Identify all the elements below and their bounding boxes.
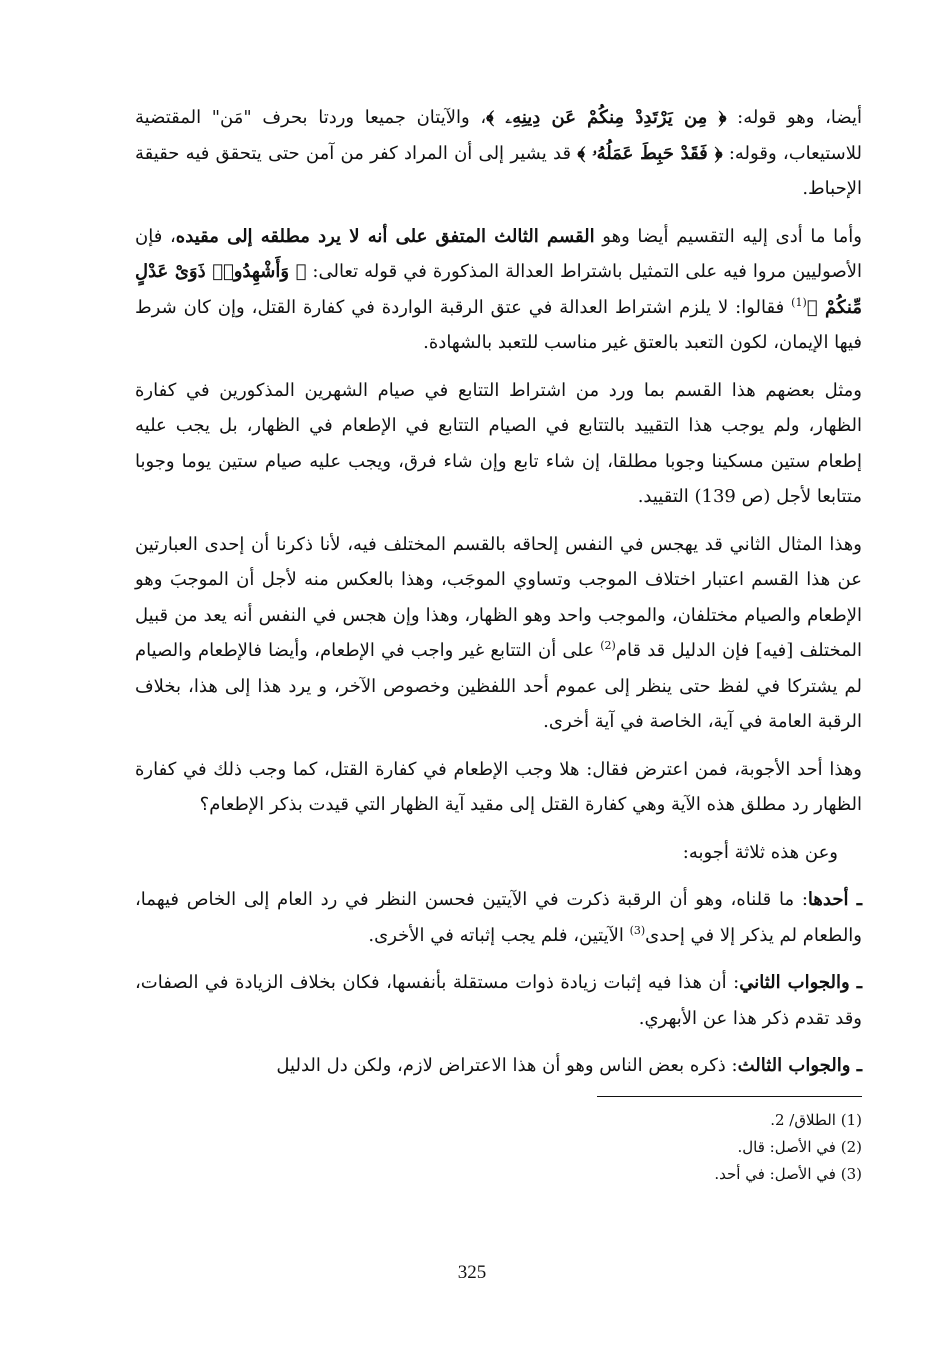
bold-heading-text: ـ والجواب الثاني [739, 972, 862, 993]
footnote-2: (2) في الأصل: قال. [737, 1137, 862, 1156]
quran-verse: ﴿ وَأَشْهِدُوا۟ ذَوَىْ عَدْلٍ مِّنكُمْ ﴾ [135, 261, 863, 318]
paragraph-5: وهذا أحد الأجوبة، فمن اعترض فقال: هلا وجب الإطعام في كفارة القتل، كما وجب ذلك في كفارة الظهار رد مطلق هذه الآية وهي كفارة القتل إلى مقيد آية الظهار التي قيدت بذكر الإطعام؟ [135, 758, 862, 815]
paragraph-4: وهذا المثال الثاني قد يهجس في النفس إلحاقه بالقسم المختلف فيه، لأنا ذكرنا أن إحدى العبارتين عن هذا القسم اعتبار اختلاف الموجب وتساوي الموجَب، وهذا بالعكس منه لأجل أن الموجبَ وهو الإطعام والصيام مختلفان، والموجب واحد وهو الظهار، وهذا وإن هجس في النفس أنه يعد من قبيل المختلف [فيه] فإن الدليل قد قام$^{(2)}$ على أن التتابع غير واجب في الإطعام، وأيضا فالإطعام والصيام لم يشتركا في لفظ حتى ينظر إلى عموم أحد اللفظين وخصوص الآخر، و يرد هذا إلى هذا، بخلاف الرقبة العامة في آية، الخاصة في آية أخرى. [135, 533, 862, 732]
footnote-divider [597, 1096, 862, 1097]
quran-verse: ﴿ فَقَدْ حَبِطَ عَمَلُهُۥ ﴾ [577, 142, 723, 164]
bold-heading-text: ـ والجواب الثالث [737, 1055, 862, 1076]
footnote-3: (3) في الأصل: في أحد. [714, 1164, 862, 1183]
page-number: 325 [457, 1262, 487, 1283]
quran-verse: ﴿ مِن يَرْتَدِدْ مِنكُمْ عَن دِينِهِۦ ﴾ [486, 107, 727, 128]
paragraph-9: ـ والجواب الثالث: ذكره بعض الناس وهو أن هذا الاعتراض لازم، ولكن دل الدليل [276, 1055, 862, 1076]
footnote-ref: (2) [600, 639, 616, 652]
paragraph-2: وأما ما أدى إليه التقسيم أيضا وهو القسم الثالث المتفق على أنه لا يرد مطلقه إلى مقيده، فإن الأصوليين مروا فيه على التمثيل باشتراط العدالة المذكورة في قوله تعالى: ﴿ وَأَشْهِدُوا۟ ذَوَىْ عَدْلٍ مِّنكُمْ ﴾$^{(1)}$ فقالوا: لا يلزم اشتراط العدالة في عتق الرقبة الواردة في كفارة القتل، وإن كان شرط فيها الإيمان، لكون التعبد بالعتق غير مناسب للتعبد بالشهادة. [135, 225, 863, 353]
footnote-ref: (1) [791, 295, 807, 309]
paragraph-8: ـ والجواب الثاني: أن هذا فيه إثبات زيادة ذوات مستقلة بأنفسها، فكان بخلاف الزيادة في الصفات، وقد تقدم ذكر هذا عن الأبهري. [135, 972, 862, 1029]
footnote-1: (1) الطلاق/ 2. [770, 1110, 862, 1129]
bold-heading-text: القسم الثالث المتفق على أنه لا يرد مطلقه إلى مقيده [175, 225, 595, 247]
paragraph-6: وعن هذه ثلاثة أجوبه: [682, 841, 838, 863]
footnote-ref: (3) [629, 923, 646, 937]
paragraph-3: ومثل بعضهم هذا القسم بما ورد من اشتراط التتابع في صيام الشهرين المذكورين في كفارة الظهار، ولم يوجب هذا التقييد بالتتابع في الصيام التتابع في الإطعام في الظهار، بل يجب عليه إطعام ستين مسكينا وجوبا مطلقا، إن شاء تابع وإن شاء فرق، ويجب عليه صيام ستين يوما وجوبا متتابعا لأجل (ص 139) التقييد. [135, 379, 862, 507]
paragraph-1: أيضا، وهو قوله: ﴿ مِن يَرْتَدِدْ مِنكُمْ عَن دِينِهِۦ ﴾، والآيتان جميعا وردتا بحرف "مَن" المقتضية للاستيعاب، وقوله: ﴿ فَقَدْ حَبِطَ عَمَلُهُۥ ﴾ قد يشير إلى أن المراد كفر من آمن حتى يتحقق فيه حقيقة الإحباط. [135, 107, 863, 199]
bold-heading-text: ـ أحدها [807, 889, 862, 910]
paragraph-7: ـ أحدها: ما قلناه، وهو أن الرقبة ذكرت في الآيتين فحسن النظر في رد العام إلى الخاص فيهما، والطعام لم يذكر إلا في إحدى$^{(3)}$ الآيتين، فلم يجب إثباته في الأخرى. [135, 889, 862, 946]
